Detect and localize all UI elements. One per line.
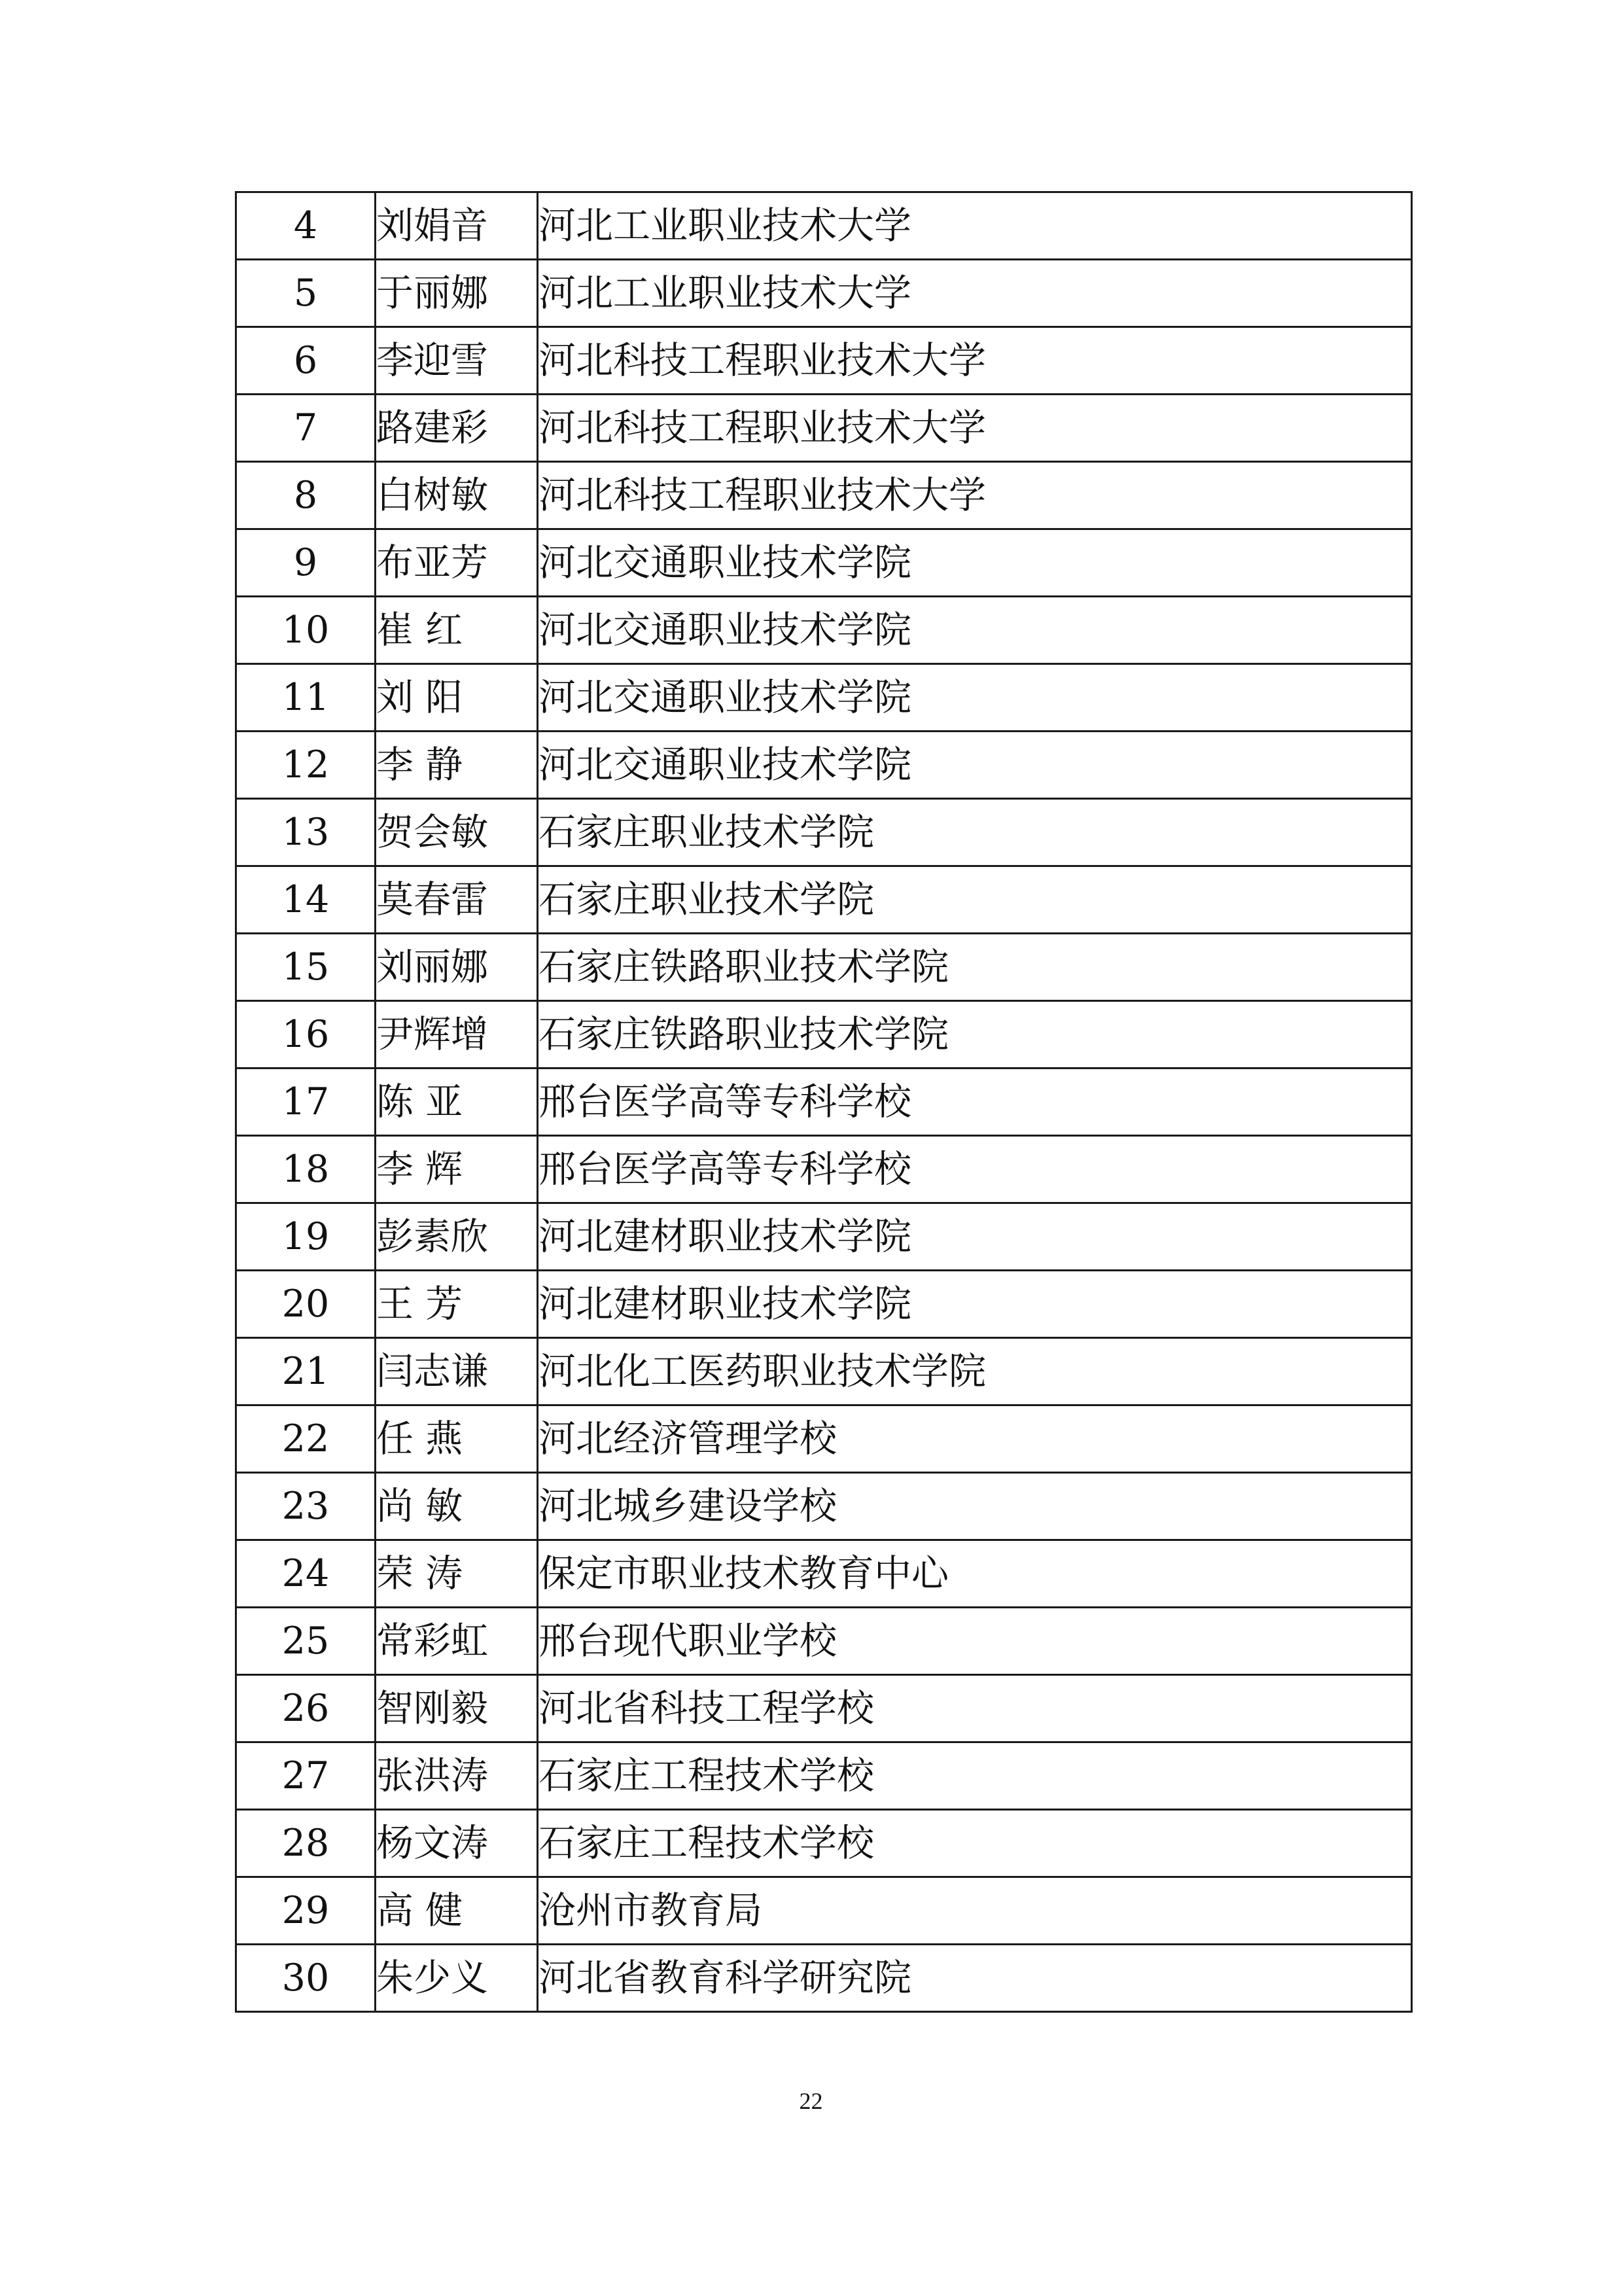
organization-cell: 河北科技工程职业技术大学 (538, 395, 1412, 462)
person-name: 刘娟音 (376, 203, 488, 247)
organization-cell: 河北交通职业技术学院 (538, 597, 1412, 664)
table-row (236, 1203, 1412, 1271)
row-number-cell: 23 (236, 1473, 376, 1540)
table-row (236, 462, 1412, 529)
table-row (236, 1271, 1412, 1338)
row-number-cell: 27 (236, 1742, 376, 1810)
organization-cell: 河北省科技工程学校 (538, 1675, 1412, 1742)
table-row (236, 260, 1412, 327)
organization-cell: 河北科技工程职业技术大学 (538, 462, 1412, 529)
table-row (236, 1742, 1412, 1810)
name-cell (376, 1675, 538, 1742)
person-name: 莫春雷 (376, 877, 488, 921)
organization-cell: 邢台医学高等专科学校 (538, 1136, 1412, 1203)
person-name: 于丽娜 (376, 271, 488, 315)
name-cell (376, 664, 538, 732)
row-number-cell: 28 (236, 1810, 376, 1877)
person-name: 李 静 (376, 743, 463, 786)
table-row (236, 192, 1412, 260)
row-number-cell: 20 (236, 1271, 376, 1338)
person-name: 刘 阳 (376, 675, 463, 719)
row-number-cell: 8 (236, 462, 376, 529)
row-number-cell: 26 (236, 1675, 376, 1742)
person-name: 王 芳 (376, 1282, 463, 1326)
person-name: 陈 亚 (376, 1080, 463, 1123)
table-row (236, 1675, 1412, 1742)
name-cell (376, 1945, 538, 2012)
table-row (236, 664, 1412, 732)
row-number-cell: 25 (236, 1608, 376, 1675)
row-number-cell: 9 (236, 529, 376, 597)
person-name: 布亚芳 (376, 540, 488, 584)
organization-cell: 河北经济管理学校 (538, 1405, 1412, 1473)
organization-cell: 河北建材职业技术学院 (538, 1271, 1412, 1338)
row-number-cell: 11 (236, 664, 376, 732)
name-cell (376, 1405, 538, 1473)
name-cell (376, 462, 538, 529)
name-cell (376, 1203, 538, 1271)
name-cell (376, 934, 538, 1001)
organization-cell: 石家庄职业技术学院 (538, 866, 1412, 934)
table-row (236, 934, 1412, 1001)
person-name: 崔 红 (376, 608, 463, 652)
name-cell (376, 1877, 538, 1945)
table-row (236, 1338, 1412, 1405)
organization-cell: 石家庄工程技术学校 (538, 1742, 1412, 1810)
organization-cell: 石家庄职业技术学院 (538, 799, 1412, 866)
table-row (236, 529, 1412, 597)
organization-cell: 河北化工医药职业技术学院 (538, 1338, 1412, 1405)
person-name: 任 燕 (376, 1417, 463, 1460)
row-number-cell: 19 (236, 1203, 376, 1271)
row-number-cell: 15 (236, 934, 376, 1001)
person-name: 贺会敏 (376, 810, 488, 854)
row-number-cell: 21 (236, 1338, 376, 1405)
row-number-cell: 17 (236, 1069, 376, 1136)
row-number-cell: 10 (236, 597, 376, 664)
table-row (236, 1877, 1412, 1945)
name-cell (376, 395, 538, 462)
table-row (236, 597, 1412, 664)
row-number-cell: 16 (236, 1001, 376, 1069)
person-name: 尚 敏 (376, 1484, 463, 1528)
page-number: 22 (799, 2088, 823, 2114)
row-number-cell: 13 (236, 799, 376, 866)
name-cell (376, 597, 538, 664)
name-cell (376, 1069, 538, 1136)
organization-cell: 河北交通职业技术学院 (538, 664, 1412, 732)
organization-cell: 河北城乡建设学校 (538, 1473, 1412, 1540)
table-row (236, 1069, 1412, 1136)
row-number-cell: 24 (236, 1540, 376, 1608)
table-row (236, 395, 1412, 462)
person-name: 常彩虹 (376, 1619, 488, 1663)
name-cell (376, 1540, 538, 1608)
row-number-cell: 4 (236, 192, 376, 260)
organization-cell: 河北交通职业技术学院 (538, 529, 1412, 597)
organization-cell: 邢台医学高等专科学校 (538, 1069, 1412, 1136)
table-row (236, 1810, 1412, 1877)
table-row (236, 1945, 1412, 2012)
table-row (236, 327, 1412, 395)
person-name: 荣 涛 (376, 1551, 463, 1595)
row-number-cell: 5 (236, 260, 376, 327)
table-row (236, 1001, 1412, 1069)
name-cell (376, 327, 538, 395)
person-name: 智刚毅 (376, 1686, 488, 1730)
row-number-cell: 12 (236, 732, 376, 799)
organization-cell: 河北工业职业技术大学 (538, 260, 1412, 327)
organization-cell: 河北科技工程职业技术大学 (538, 327, 1412, 395)
name-cell (376, 192, 538, 260)
name-cell (376, 866, 538, 934)
name-cell (376, 1338, 538, 1405)
name-cell (376, 1608, 538, 1675)
person-name: 白树敏 (376, 473, 488, 517)
name-cell (376, 1742, 538, 1810)
organization-cell: 河北省教育科学研究院 (538, 1945, 1412, 2012)
name-cell (376, 799, 538, 866)
person-name: 路建彩 (376, 406, 488, 450)
row-number-cell: 22 (236, 1405, 376, 1473)
person-name: 闫志谦 (376, 1349, 488, 1393)
organization-cell: 邢台现代职业学校 (538, 1608, 1412, 1675)
organization-cell: 石家庄铁路职业技术学院 (538, 1001, 1412, 1069)
name-cell (376, 1136, 538, 1203)
person-name: 张洪涛 (376, 1754, 488, 1797)
person-name: 杨文涛 (376, 1821, 488, 1865)
name-cell (376, 1001, 538, 1069)
person-name: 刘丽娜 (376, 945, 488, 989)
row-number-cell: 14 (236, 866, 376, 934)
organization-cell: 沧州市教育局 (538, 1877, 1412, 1945)
roster-table-body (236, 192, 1412, 2012)
name-cell (376, 1473, 538, 1540)
table-row (236, 1136, 1412, 1203)
organization-cell: 河北工业职业技术大学 (538, 192, 1412, 260)
row-number-cell: 6 (236, 327, 376, 395)
organization-cell: 河北交通职业技术学院 (538, 732, 1412, 799)
table-row (236, 732, 1412, 799)
organization-cell: 河北建材职业技术学院 (538, 1203, 1412, 1271)
row-number-cell: 18 (236, 1136, 376, 1203)
name-cell (376, 260, 538, 327)
name-cell (376, 529, 538, 597)
table-row (236, 1540, 1412, 1608)
person-name: 高 健 (376, 1888, 463, 1932)
person-name: 李 辉 (376, 1147, 463, 1191)
organization-cell: 石家庄铁路职业技术学院 (538, 934, 1412, 1001)
name-cell (376, 1810, 538, 1877)
table-row (236, 1608, 1412, 1675)
person-name: 李迎雪 (376, 338, 488, 382)
person-name: 尹辉增 (376, 1012, 488, 1056)
person-name: 彭素欣 (376, 1214, 488, 1258)
table-row (236, 1473, 1412, 1540)
table-row (236, 866, 1412, 934)
table-row (236, 799, 1412, 866)
row-number-cell: 29 (236, 1877, 376, 1945)
roster-table (235, 191, 1413, 2013)
table-row (236, 1405, 1412, 1473)
person-name: 朱少义 (376, 1956, 488, 2000)
name-cell (376, 732, 538, 799)
row-number-cell: 30 (236, 1945, 376, 2012)
name-cell (376, 1271, 538, 1338)
organization-cell: 石家庄工程技术学校 (538, 1810, 1412, 1877)
row-number-cell: 7 (236, 395, 376, 462)
organization-cell: 保定市职业技术教育中心 (538, 1540, 1412, 1608)
